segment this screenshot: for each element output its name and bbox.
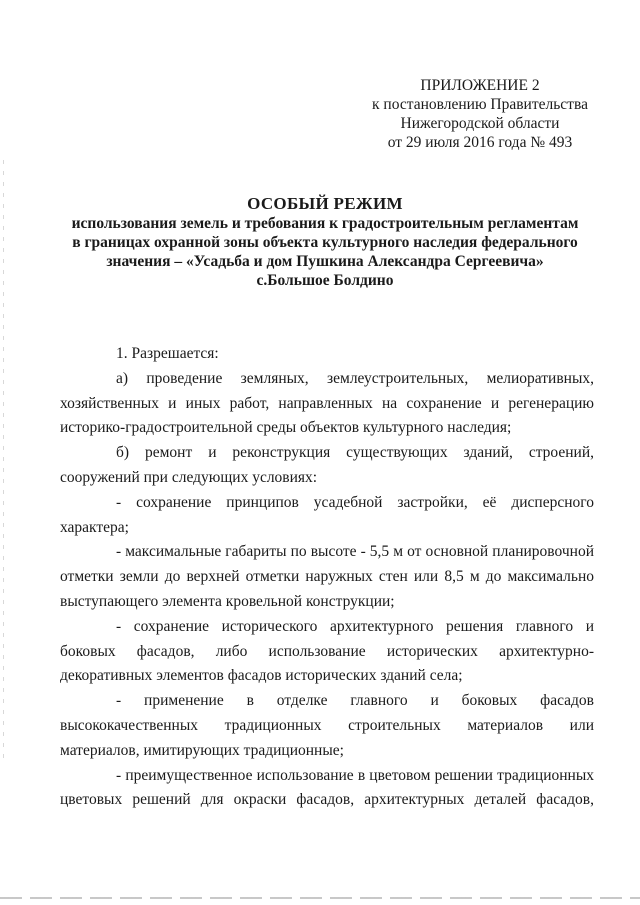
- body-line: характера;: [60, 518, 129, 536]
- body-line: цветовых решений для окраски фасадов, архитектурных деталей фасадов,: [60, 791, 594, 809]
- body-line: высококачественных традиционных строительных материалов или: [60, 716, 594, 734]
- body-line: - максимальные габариты по высоте - 5,5 м от основной планировочной: [116, 543, 594, 561]
- body-line: а) проведение земляных, землеустроительных, мелиоративных,: [116, 369, 594, 387]
- title-line-3: значения – «Усадьба и дом Пушкина Александра Сергеевича»: [106, 253, 544, 270]
- body-line: материалов, имитирующих традиционные;: [60, 741, 344, 759]
- body-line: декоративных элементов фасадов исторических зданий села;: [60, 667, 463, 685]
- body-line: выступающего элемента кровельной конструкции;: [60, 592, 395, 610]
- title-line-4: с.Большое Болдино: [256, 272, 394, 289]
- appendix-header: [350, 76, 610, 152]
- body-line: б) ремонт и реконструкция существующих зданий, строений,: [116, 444, 594, 462]
- body-line: боковых фасадов, либо использование исторических архитектурно-: [60, 642, 594, 660]
- scan-bottom-artifact: [0, 897, 640, 899]
- title-main: ОСОБЫЙ РЕЖИМ: [247, 194, 403, 213]
- appendix-line-2: Нижегородской области: [400, 115, 560, 132]
- body-line: - применение в отделке главного и боковых фасадов: [116, 692, 594, 710]
- appendix-line-3: от 29 июля 2016 года № 493: [387, 134, 573, 151]
- scan-edge-artifact: [3, 160, 4, 760]
- body-line: хозяйственных и иных работ, направленных на сохранение и регенерацию: [60, 394, 594, 412]
- body-line: - преимущественное использование в цветовом решении традиционных: [116, 766, 594, 784]
- body-line: - сохранение принципов усадебной застройки, её дисперсного: [116, 493, 594, 511]
- body-line: отметки земли до верхней отметки наружных стен или 8,5 м до максимально: [60, 568, 594, 586]
- title-line-1: использования земель и требования к градостроительным регламентам: [71, 215, 579, 232]
- body-line: 1. Разрешается:: [116, 345, 219, 362]
- appendix-line-1: к постановлению Правительства: [372, 96, 588, 113]
- document-body: [60, 342, 594, 813]
- body-line: - сохранение исторического архитектурного решения главного и: [116, 617, 594, 635]
- body-line: сооружений при следующих условиях:: [60, 468, 318, 486]
- title-line-2: в границах охранной зоны объекта культурного наследия федерального: [72, 234, 578, 251]
- body-line: историко-градостроительной среды объектов культурного наследия;: [60, 419, 512, 437]
- appendix-number: ПРИЛОЖЕНИЕ 2: [420, 77, 540, 94]
- document-title: [60, 194, 590, 290]
